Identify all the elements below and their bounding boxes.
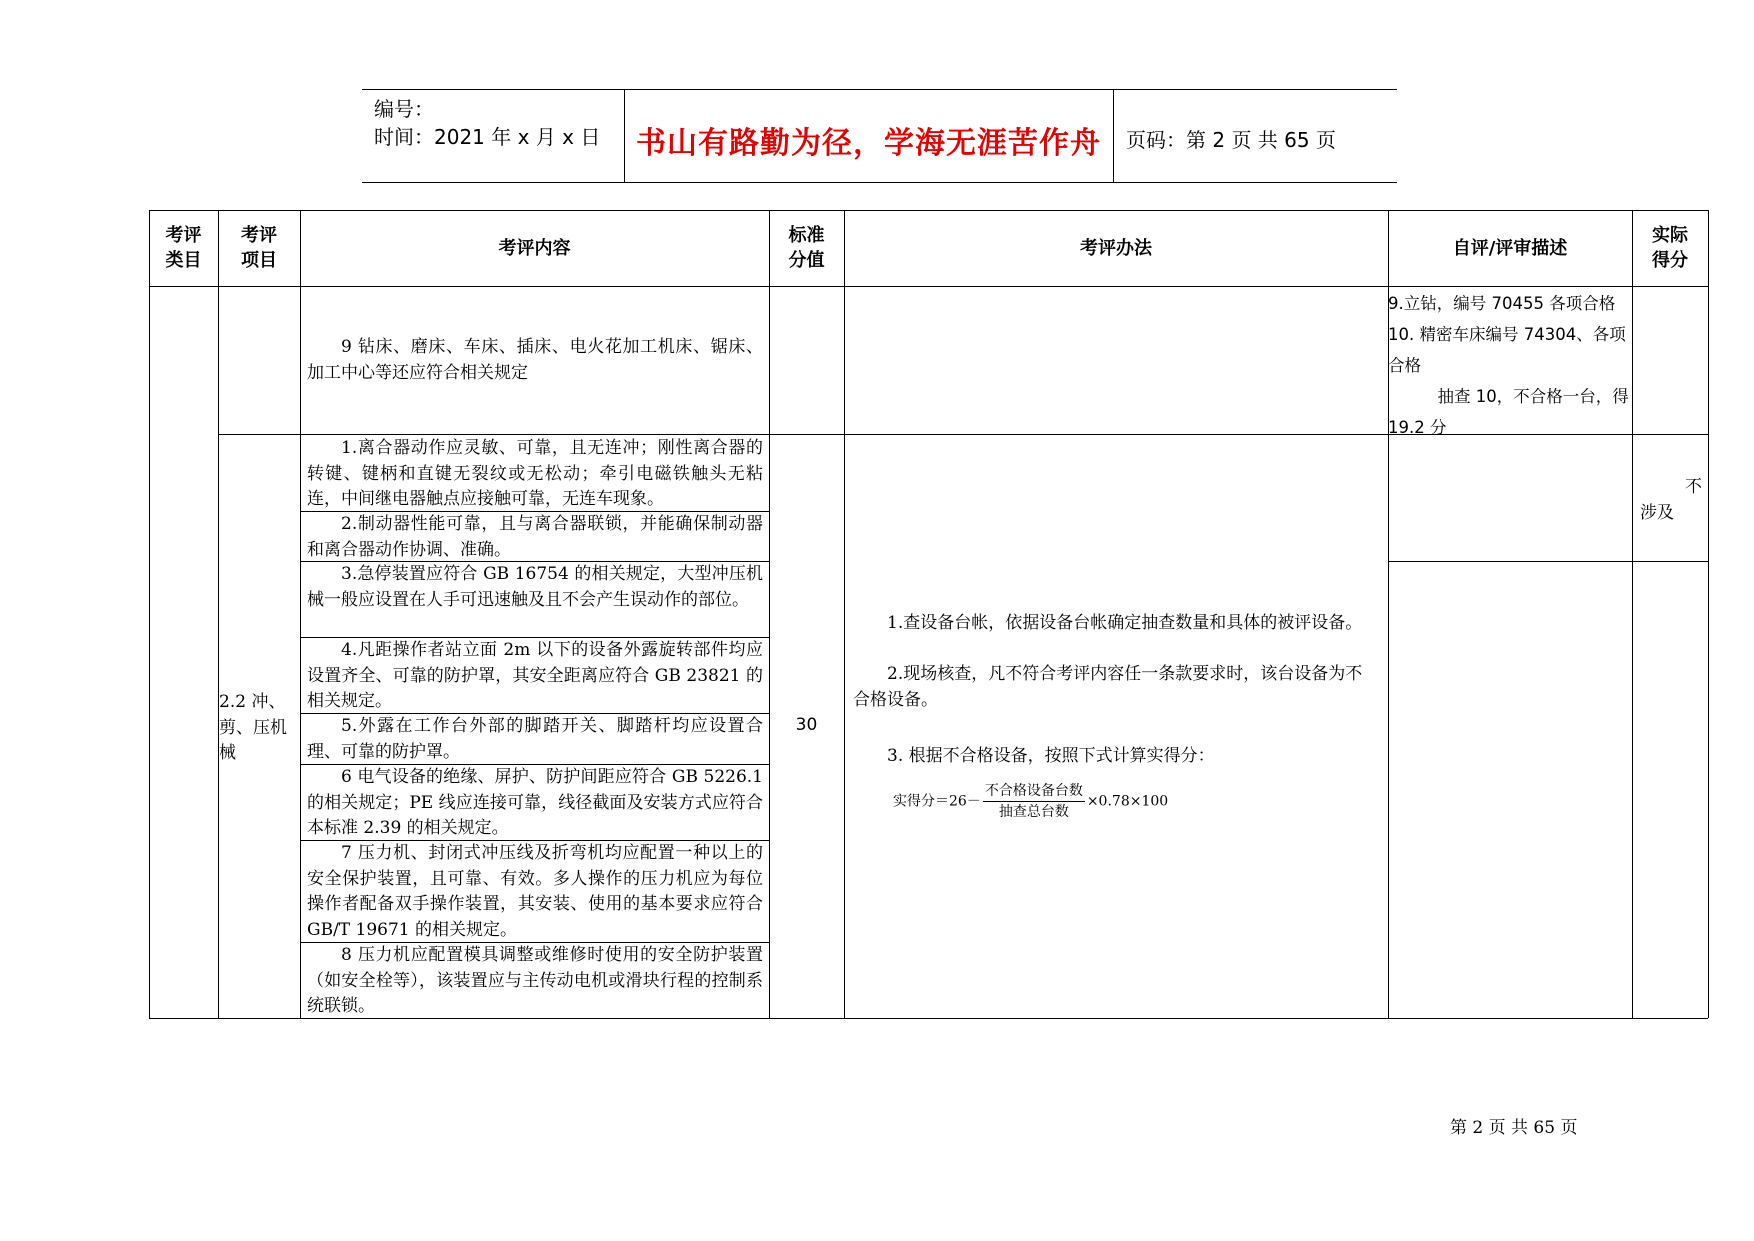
formula-numerator: 不合格设备台数 [983,781,1085,802]
description-line: 抽查 10，不合格一台，得 19.2 分 [1388,387,1629,437]
column-header-method: 考评办法 [1080,238,1152,259]
clause-3: 3.急停装置应符合 GB 16754 的相关规定，大型冲压机械一般应设置在人手可迅速触及且不会产生误动作的部位。 [307,564,763,610]
score-formula: 实得分＝26－ $\frac{\text{不合格设备台数}}{\text{抽查总台数}}$ ×0.78×100 [893,783,1169,820]
column-header-category: 考评 类目 [165,225,202,271]
clause-1: 1.离合器动作应灵敏、可靠，且无连冲；刚性离合器的转键、键柄和直键无裂纹或无松动；牵引电磁铁触头无粘连，中间继电器触点应接触可靠，无连车现象。 [307,438,763,509]
clause-7: 7 压力机、封闭式冲压线及折弯机均应配置一种以上的安全保护装置，且可靠、有效。多人操作的压力机应为每位操作者配备双手操作装置，其安装、使用的基本要求应符合 GB/T 19671 的相关规定。 [307,843,763,940]
column-header-actual-score: 实际 得分 [1652,225,1688,271]
formula-denominator: 抽查总台数 [998,804,1069,820]
header-motto: 书山有路勤为径，学海无涯苦作舟 [636,126,1101,161]
clause-8: 8 压力机应配置模具调整或维修时使用的安全防护装置（如安全栓等），该装置应与主传动电机或滑块行程的控制系统联锁。 [307,945,763,1016]
column-header-item: 考评 项目 [241,225,277,271]
column-header-standard-score: 标准 分值 [788,225,825,271]
method-step-2: 2.现场核查，凡不符合考评内容任一条款要求时，该台设备为不合格设备。 [853,664,1363,710]
row2-item: 2.2 冲、剪、压机械 [219,692,287,763]
row2-actual-score: 不 涉及 [1640,477,1702,523]
column-header-content: 考评内容 [498,238,571,259]
column-header-self-assessment: 自评/评审描述 [1452,238,1568,259]
clause-6: 6 电气设备的绝缘、屏护、防护间距应符合 GB 5226.1 的相关规定；PE 线应连接可靠，线径截面及安装方式应符合本标准 2.39 的相关规定。 [307,767,763,838]
footer-page-number: 第 2 页 共 65 页 [1450,1118,1578,1138]
clause-2: 2.制动器性能可靠，且与离合器联锁，并能确保制动器和离合器动作协调、准确。 [307,514,763,560]
clause-5: 5.外露在工作台外部的脚踏开关、脚踏杆均应设置合理、可靠的防护罩。 [307,716,763,762]
method-step-3: 3. 根据不合格设备，按照下式计算实得分： [887,746,1215,766]
row1-description [1388,288,1632,443]
header-page-label: 页码：第 2 页 共 65 页 [1126,128,1336,152]
description-line: 10. 精密车床编号 74304、各项合格 [1388,325,1626,375]
clause-4: 4.凡距操作者站立面 2m 以下的设备外露旋转部件均应设置齐全、可靠的防护罩，其安全距离应符合 GB 23821 的相关规定。 [307,640,763,711]
document-date-label: 时间：2021 年 x 月 x 日 [374,125,601,149]
row2-standard-score: 30 [795,715,818,735]
row1-content: 9 钻床、磨床、车床、插床、电火花加工机床、锯床、加工中心等还应符合相关规定 [307,337,763,383]
method-step-1: 1.查设备台帐，依据设备台帐确定抽查数量和具体的被评设备。 [887,613,1363,633]
description-line: 9.立钻，编号 70455 各项合格 [1388,294,1616,313]
document-number-label: 编号： [374,97,434,121]
